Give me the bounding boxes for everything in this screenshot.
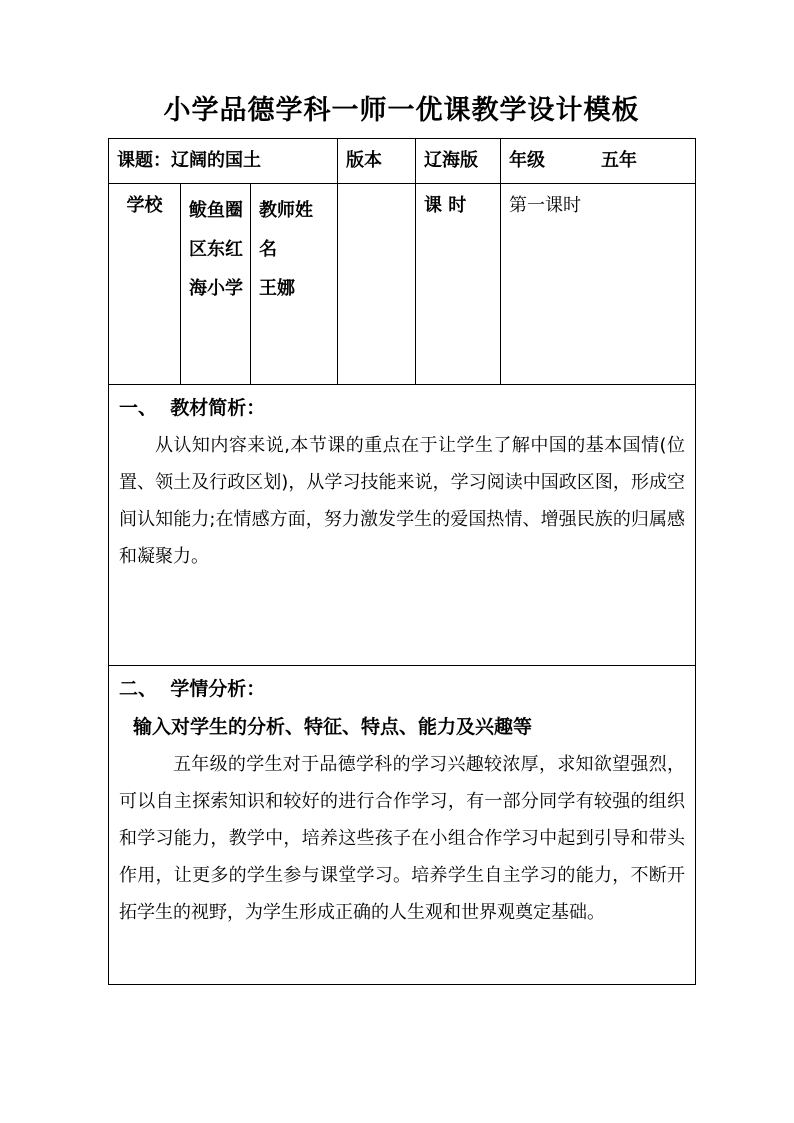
teacher-label: 教师姓名	[259, 200, 313, 260]
period-value-cell	[501, 184, 696, 385]
version-label: 版本	[346, 150, 383, 171]
topic-cell	[109, 139, 338, 184]
version-value: 辽海版	[424, 150, 479, 171]
section-1-heading: 一、 教材简析：	[119, 397, 266, 419]
teacher-cell	[251, 184, 338, 385]
table-row-section-2	[109, 666, 696, 985]
section-2-subheading: 输入对学生的分析、特征、特点、能力及兴趣等	[133, 716, 533, 738]
grade-label: 年级	[509, 150, 546, 171]
page-title: 小学品德学科一师一优课教学设计模板	[163, 95, 640, 126]
blank-cell	[338, 184, 416, 385]
blank-cell-content	[338, 184, 415, 197]
school-label-cell	[109, 184, 181, 385]
grade-value: 五年	[601, 150, 638, 171]
section-1-paragraph: 从认知内容来说,本节课的重点在于让学生了解中国的基本国情(位置、领土及行政区划)，从学习技能来说，学习阅读中国政区图，形成空间认知能力;在情感方面，努力激发学生的爱国热情、增强民族的归属感和凝聚力。	[119, 435, 686, 567]
period-label-cell	[416, 184, 501, 385]
topic-label: 课题：辽阔的国土	[117, 150, 261, 171]
lesson-plan-table	[108, 138, 696, 985]
table-row-section-1	[109, 385, 696, 666]
version-label-cell	[338, 139, 416, 184]
section-2-paragraph: 五年级的学生对于品德学科的学习兴趣较浓厚，求知欲望强烈，可以自主探索知识和较好的进行合作学习，有一部分同学有较强的组织和学习能力，教学中，培养这些孩子在小组合作学习中起到引导和带头作用，让更多的学生参与课堂学习。培养学生自主学习的能力，不断开拓学生的视野，为学生形成正确的人生观和世界观奠定基础。	[119, 754, 686, 923]
teacher-value: 王娜	[259, 278, 295, 299]
period-label: 课 时	[424, 195, 467, 216]
table-row-school	[109, 184, 696, 385]
period-value: 第一课时	[509, 195, 582, 216]
school-value: 鲅鱼圈区东红海小学	[189, 200, 243, 299]
section-2-cell	[109, 666, 696, 985]
section-2-heading: 二、 学情分析：	[119, 678, 266, 700]
version-value-cell	[416, 139, 501, 184]
section-1-cell	[109, 385, 696, 666]
grade-cell	[501, 139, 696, 184]
table-row-topic	[109, 139, 696, 184]
school-label: 学校	[126, 195, 163, 216]
school-value-cell	[181, 184, 251, 385]
